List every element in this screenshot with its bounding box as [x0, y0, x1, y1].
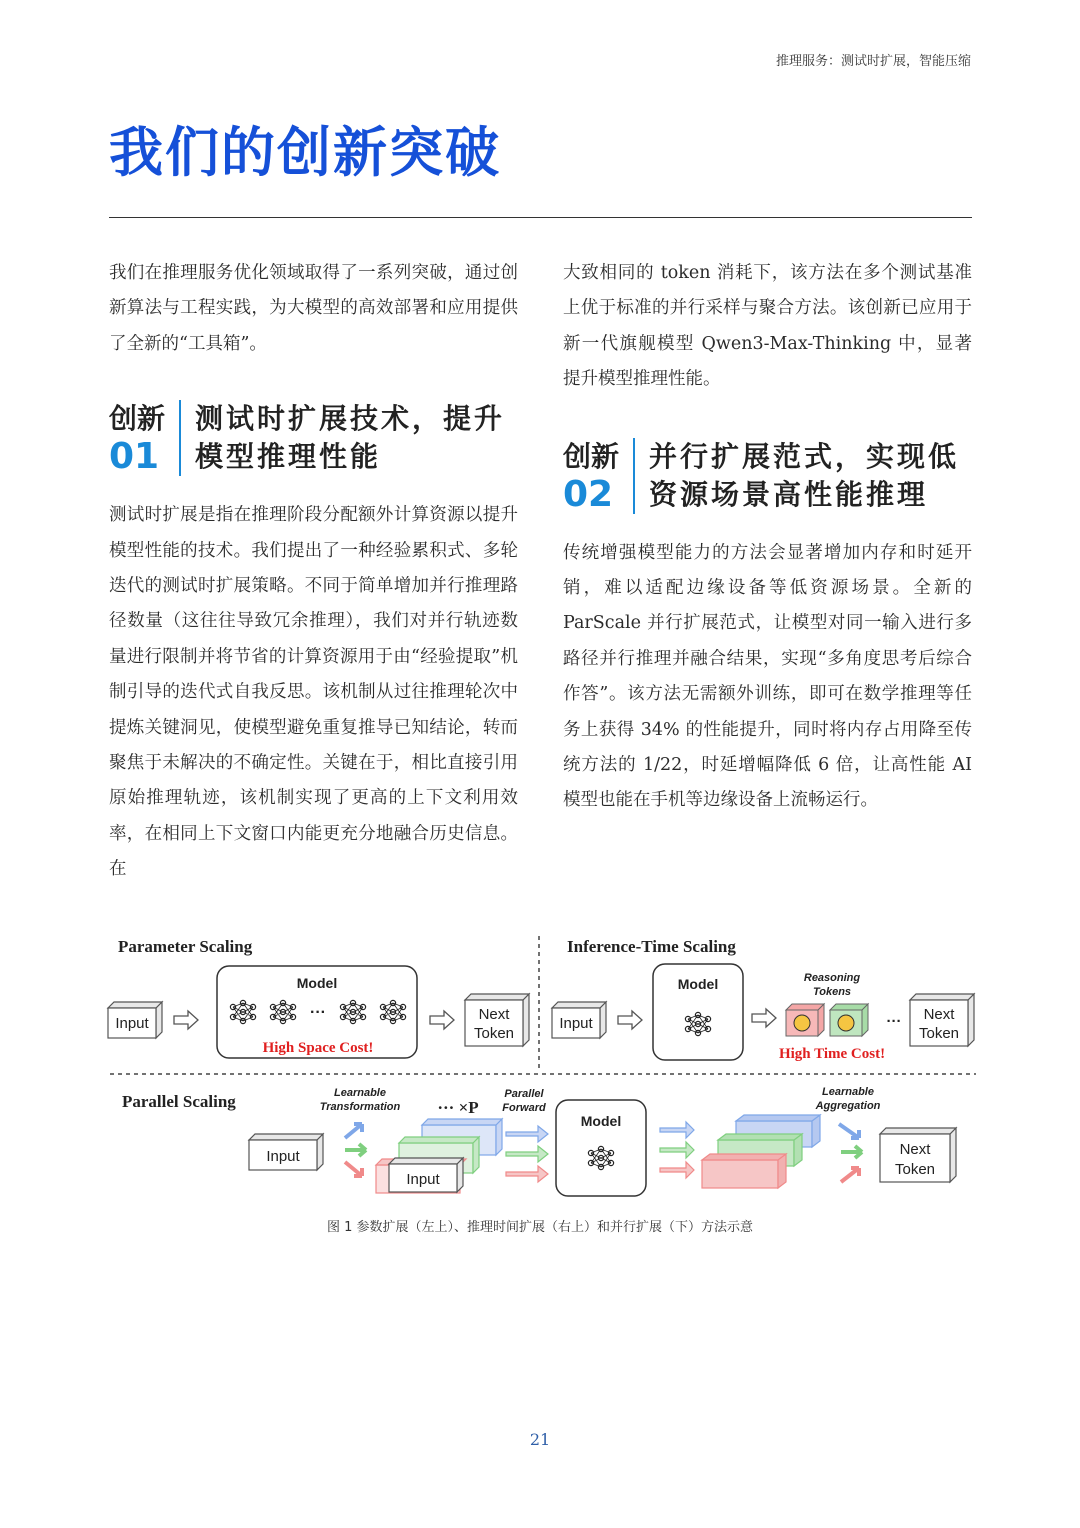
param-next-label: Next	[478, 1006, 510, 1023]
section-label: 创新	[109, 402, 166, 436]
section-heading-02	[563, 438, 972, 514]
par-input-front-label: Input	[406, 1171, 440, 1188]
inference-scaling-heading: Inference-Time Scaling	[567, 937, 736, 956]
param-next-token-box	[465, 994, 529, 1046]
arrow-icon	[506, 1146, 548, 1162]
par-token-label: Token	[894, 1161, 936, 1178]
param-token-label: Token	[473, 1025, 515, 1042]
output-red	[702, 1154, 786, 1188]
par-input-front	[389, 1158, 463, 1192]
param-model-label: Model	[296, 975, 338, 991]
arrow-icon	[174, 1011, 198, 1029]
par-input-box	[249, 1134, 323, 1170]
arrow-icon	[660, 1122, 694, 1138]
times-p-label: ··· ×P	[437, 1098, 479, 1117]
par-next-label: Next	[899, 1141, 931, 1158]
inf-token-label: Token	[918, 1025, 960, 1042]
tokens-label: Tokens	[812, 986, 852, 998]
arrow-icon	[345, 1162, 362, 1176]
par-next-token-box	[880, 1128, 956, 1182]
transformation-label: Transformation	[319, 1101, 401, 1113]
section-number-box	[563, 438, 635, 514]
arrow-icon	[430, 1011, 454, 1029]
arrow-icon	[752, 1009, 776, 1027]
param-cost-label: High Space Cost!	[262, 1040, 374, 1056]
arrow-icon	[839, 1124, 859, 1138]
page-number: 21	[529, 1430, 551, 1449]
inf-cost-label: High Time Cost!	[778, 1046, 886, 1062]
continuation-paragraph: 大致相同的 token 消耗下，该方法在多个测试基准上优于标准的并行采样与聚合方法。该创新已应用于新一代旗舰模型 Qwen3-Max-Thinking 中，显著提升模型推理性能。	[563, 263, 972, 390]
section-title-line-1: 并行扩展范式，实现低	[649, 439, 960, 473]
running-header: 推理服务：测试时扩展，智能压缩	[775, 54, 971, 69]
intro-paragraph: 我们在推理服务优化领域取得了一系列突破，通过创新算法与工程实践，为大模型的高效部署和应用提供了全新的“工具箱”。	[109, 263, 518, 354]
reasoning-label: Reasoning	[803, 972, 861, 984]
forward-label: Forward	[502, 1102, 546, 1114]
inf-next-token-box	[910, 994, 974, 1046]
inf-model-label: Model	[677, 976, 719, 992]
arrow-icon	[841, 1168, 859, 1182]
parallel-scaling-heading: Parallel Scaling	[122, 1092, 236, 1111]
right-column	[563, 256, 972, 819]
section-label: 创新	[563, 439, 620, 473]
section-02-body: 传统增强模型能力的方法会显著增加内存和时延开销，难以适配边缘设备等低资源场景。全新的 ParScale 并行扩展范式，让模型对同一输入进行多路径并行推理并融合结果，实现“多角度思考后综合作答”。该方法无需额外训练，即可在数学推理等任务上获得 34% 的性能提升，同时将内存占用降至传统方法的 1/22，时延增幅降低 6 倍，让高性能 AI 模型也能在手机等边缘设备上流畅运行。	[563, 542, 972, 811]
section-number-box	[109, 400, 181, 476]
parameter-scaling-heading: Parameter Scaling	[118, 937, 253, 956]
learnable-label: Learnable	[334, 1087, 386, 1099]
section-title-line-2: 模型推理性能	[195, 440, 382, 474]
inf-input-label: Input	[559, 1015, 593, 1032]
arrow-icon	[345, 1144, 366, 1156]
arrow-icon	[618, 1011, 642, 1029]
par-input-label: Input	[266, 1148, 300, 1165]
page-title: 我们的创新突破	[109, 121, 501, 184]
section-heading-01	[109, 400, 518, 476]
param-dots: ···	[310, 1004, 326, 1021]
thinking-face-icon	[838, 1015, 854, 1031]
section-title	[195, 400, 505, 476]
param-input-box	[108, 1002, 162, 1038]
param-input-label: Input	[115, 1015, 149, 1032]
inf-next-label: Next	[923, 1006, 955, 1023]
section-title-line-2: 资源场景高性能推理	[649, 477, 929, 511]
inf-dots: ···	[886, 1013, 902, 1030]
section-01-body: 测试时扩展是指在推理阶段分配额外计算资源以提升模型性能的技术。我们提出了一种经验累积式、多轮迭代的测试时扩展策略。不同于简单增加并行推理路径数量（这往往导致冗余推理），我们对并行轨迹数量进行限制并将节省的计算资源用于由“经验提取”机制引导的迭代式自我反思。该机制从过往推理轮次中提炼关键洞见，使模型避免重复推导已知结论，转而聚焦于未解决的不确定性。关键在于，相比直接引用原始推理轨迹，该机制实现了更高的上下文利用效率，在相同上下文窗口内能更充分地融合历史信息。在	[109, 505, 518, 880]
section-title	[649, 438, 959, 514]
aggregation-label: Aggregation	[815, 1100, 881, 1112]
arrow-icon	[506, 1126, 548, 1142]
reasoning-token-red	[786, 1004, 824, 1036]
parallel-label: Parallel	[504, 1088, 544, 1100]
figure-caption: 图 1 参数扩展（左上）、推理时间扩展（右上）和并行扩展（下）方法示意	[326, 1220, 754, 1235]
scaling-methods-figure	[104, 928, 980, 1208]
arrow-icon	[506, 1166, 548, 1182]
arrow-icon	[841, 1146, 862, 1158]
arrow-icon	[345, 1124, 362, 1138]
reasoning-token-green	[830, 1004, 868, 1036]
section-number: 02	[563, 473, 614, 515]
arrow-icon	[660, 1162, 694, 1178]
par-model-label: Model	[580, 1113, 622, 1129]
thinking-face-icon	[794, 1015, 810, 1031]
title-divider	[109, 217, 972, 218]
inf-input-box	[552, 1002, 606, 1038]
learnable-agg-label: Learnable	[822, 1086, 874, 1098]
section-title-line-1: 测试时扩展技术，提升	[195, 402, 506, 436]
section-number: 01	[109, 436, 160, 478]
arrow-icon	[660, 1142, 694, 1158]
left-column	[109, 256, 518, 888]
